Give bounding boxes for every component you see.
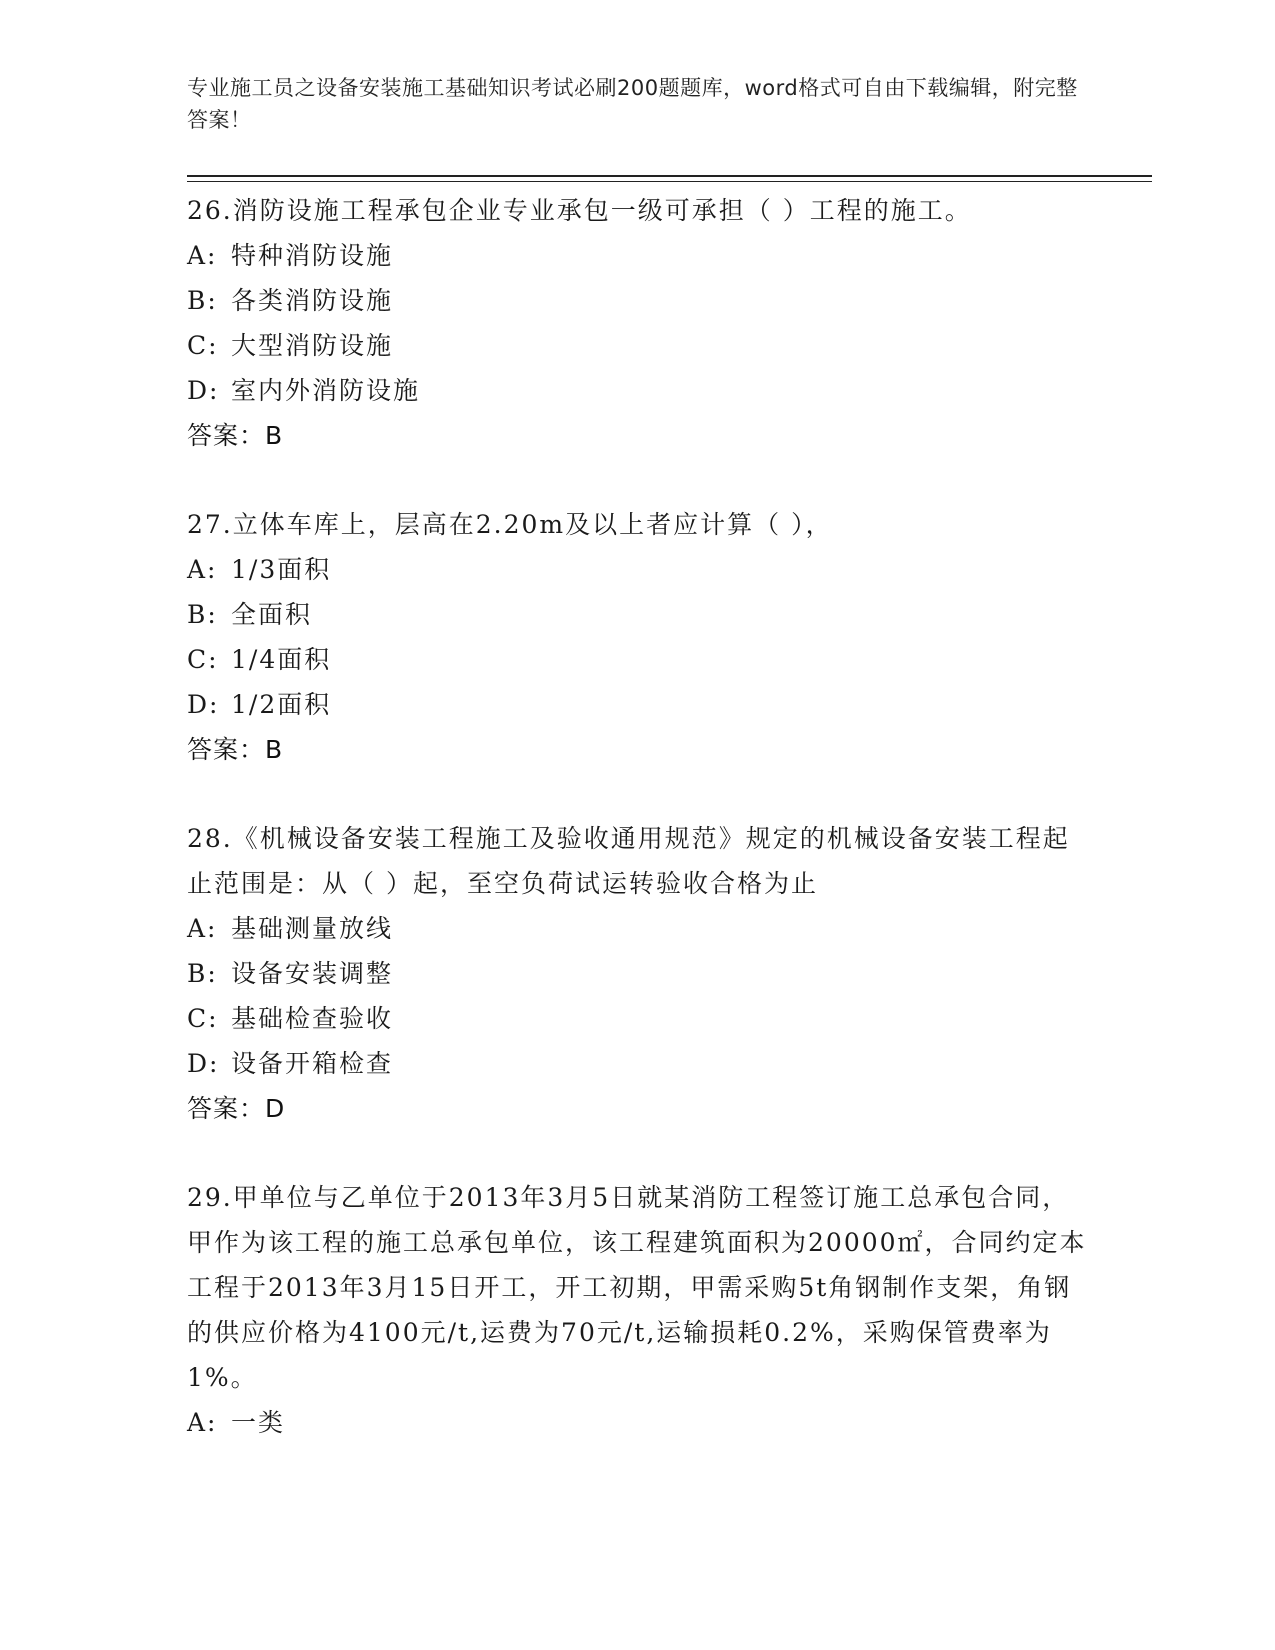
- option-text: 1/3面积: [231, 555, 332, 584]
- option-c: [187, 996, 1087, 1041]
- header-rule: [187, 175, 1152, 177]
- option-a: [187, 906, 1087, 951]
- option-text: 室内外消防设施: [231, 376, 421, 405]
- option-text: 1/2面积: [231, 690, 332, 719]
- option-text: 大型消防设施: [231, 331, 394, 360]
- option-c: [187, 637, 1087, 682]
- option-b: [187, 951, 1087, 996]
- option-key: B:: [187, 959, 218, 988]
- option-text: 基础检查验收: [231, 1004, 394, 1033]
- option-text: 设备安装调整: [231, 959, 394, 988]
- option-text: 各类消防设施: [231, 286, 394, 315]
- question-text: 29.甲单位与乙单位于2013年3月5日就某消防工程签订施工总承包合同，甲作为该工程的施工总承包单位，该工程建筑面积为20000㎡，合同约定本工程于2013年3月15日开工，开工初期，甲需采购5t角钢制作支架，角钢的供应价格为4100元/t,运费为70元/t,运输损耗0.2%，采购保管费率为1%。: [187, 1183, 1087, 1392]
- question-text: 27.立体车库上，层高在2.20m及以上者应计算（ ），: [187, 510, 833, 539]
- option-key: C:: [187, 331, 219, 360]
- answer-text: 答案：B: [187, 421, 284, 450]
- option-d: [187, 368, 1087, 413]
- option-text: 基础测量放线: [231, 914, 394, 943]
- option-text: 设备开箱检查: [231, 1049, 394, 1078]
- question-text: 28.《机械设备安装工程施工及验收通用规范》规定的机械设备安装工程起止范围是：从（ ）起，至空负荷试运转验收合格为止: [187, 824, 1070, 898]
- question-item: [187, 1175, 1087, 1445]
- option-key: C:: [187, 645, 219, 674]
- option-text: 特种消防设施: [231, 241, 394, 270]
- option-key: D:: [187, 376, 220, 405]
- option-d: [187, 1041, 1087, 1086]
- option-key: B:: [187, 600, 218, 629]
- option-c: [187, 323, 1087, 368]
- answer-text: 答案：D: [187, 1094, 286, 1123]
- option-a: [187, 1400, 1087, 1445]
- option-key: A:: [187, 555, 218, 584]
- option-d: [187, 682, 1087, 727]
- answer-text: 答案：B: [187, 735, 284, 764]
- option-key: A:: [187, 1408, 218, 1437]
- option-key: A:: [187, 241, 218, 270]
- option-text: 全面积: [231, 600, 313, 629]
- option-key: D:: [187, 1049, 220, 1078]
- option-b: [187, 278, 1087, 323]
- document-header: 专业施工员之设备安装施工基础知识考试必刷200题题库，word格式可自由下载编辑，附完整答案！: [187, 76, 1078, 132]
- option-key: C:: [187, 1004, 219, 1033]
- option-b: [187, 592, 1087, 637]
- option-key: A:: [187, 914, 218, 943]
- header-rule-thin: [187, 181, 1152, 182]
- question-item: [187, 816, 1087, 1131]
- option-a: [187, 547, 1087, 592]
- option-text: 1/4面积: [231, 645, 332, 674]
- option-text: 一类: [231, 1408, 286, 1437]
- option-key: B:: [187, 286, 218, 315]
- question-item: [187, 188, 1087, 458]
- question-list: [187, 188, 1087, 1489]
- option-a: [187, 233, 1087, 278]
- option-key: D:: [187, 690, 220, 719]
- question-text: 26.消防设施工程承包企业专业承包一级可承担（ ）工程的施工。: [187, 196, 972, 225]
- question-item: [187, 502, 1087, 772]
